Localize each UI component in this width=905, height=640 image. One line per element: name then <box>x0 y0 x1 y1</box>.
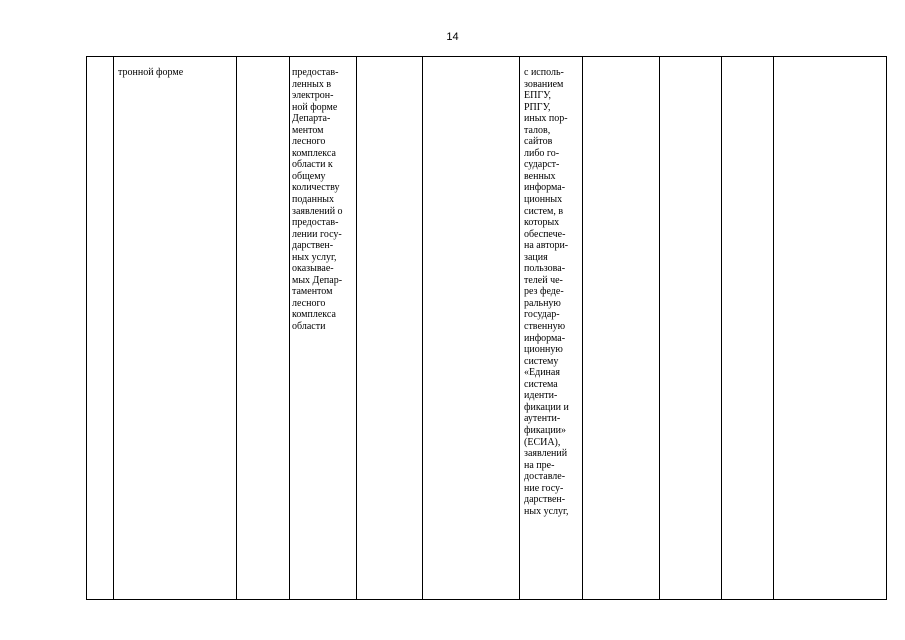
table-cell-col2: тронной форме <box>118 67 184 78</box>
column-divider-3 <box>289 57 290 599</box>
column-divider-9 <box>721 57 722 599</box>
column-divider-10 <box>773 57 774 599</box>
column-divider-5 <box>422 57 423 599</box>
column-divider-7 <box>582 57 583 599</box>
page-number: 14 <box>446 31 459 43</box>
data-table <box>86 56 887 600</box>
table-cell-col3: предостав- ленных в электрон- ной форме Департа- ментом лесного комплекса области к общему количеству поданных заявлений о предостав- лении госу- дарствен- ных услуг, оказывае- мых Депар- таментом лесного комплекса области <box>292 67 343 333</box>
table-cell-col6: с исполь- зованием ЕПГУ, РПГУ, иных пор- талов, сайтов либо го- сударст- венных информа- ционных систем, в которых обеспече- на автори- зация пользова- телей че- рез феде- ральную государ- ственную информа- ционную систему «Единая система иденти- фикации и аутенти- фикации» (ЕСИА), заявлений на пре- доставле- ние госу- дарствен- ных услуг, <box>524 67 569 517</box>
column-divider-2 <box>236 57 237 599</box>
column-divider-8 <box>659 57 660 599</box>
column-divider-1 <box>113 57 114 599</box>
column-divider-4 <box>356 57 357 599</box>
column-divider-6 <box>519 57 520 599</box>
